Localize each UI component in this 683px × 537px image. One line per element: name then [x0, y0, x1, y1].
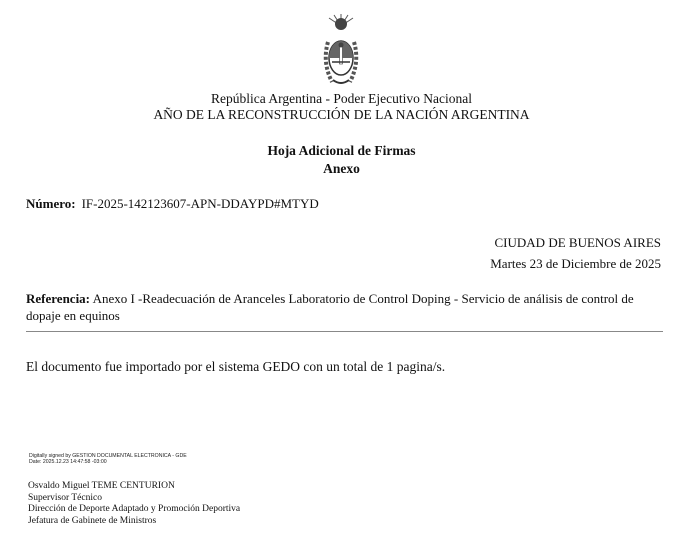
digital-signature-date: Date: 2025.12.23 14:47:58 -03:00 — [29, 459, 107, 465]
signer-department: Dirección de Deporte Adaptado y Promoción Deportiva — [28, 504, 241, 514]
document-title: Hoja Adicional de Firmas — [267, 143, 416, 158]
coat-of-arms-icon — [318, 12, 364, 90]
digital-signature-line-1: Digitally signed by GESTION DOCUMENTAL ELECTRONICA - GDE — [29, 453, 187, 459]
document-number-label: Número: — [26, 196, 76, 211]
reference-label: Referencia: — [26, 291, 91, 306]
document-subtitle: Anexo — [323, 161, 360, 176]
header-line-2: AÑO DE LA RECONSTRUCCIÓN DE LA NACIÓN ARGENTINA — [153, 107, 530, 122]
document-number — [26, 196, 319, 212]
place: CIUDAD DE BUENOS AIRES — [494, 235, 661, 250]
reference-text: Anexo I -Readecuación de Aranceles Laboratorio de Control Doping - Servicio de análisis de control de dopaje en equinos — [26, 291, 634, 323]
divider — [26, 331, 663, 332]
digital-signature-stamp — [29, 453, 187, 465]
document-number-value: IF-2025-142123607-APN-DDAYPD#MTYD — [81, 196, 319, 211]
signer-role: Supervisor Técnico — [28, 492, 102, 503]
document-date: Martes 23 de Diciembre de 2025 — [490, 256, 661, 271]
body-text: El documento fue importado por el sistema GEDO con un total de 1 pagina/s. — [26, 359, 446, 374]
signer-name: Osvaldo Miguel TEME CENTURION — [28, 481, 175, 491]
signer-block — [28, 481, 240, 527]
header-line-1: República Argentina - Poder Ejecutivo Nacional — [210, 91, 473, 106]
reference — [26, 290, 664, 324]
signer-ministry: Jefatura de Gabinete de Ministros — [28, 515, 157, 526]
